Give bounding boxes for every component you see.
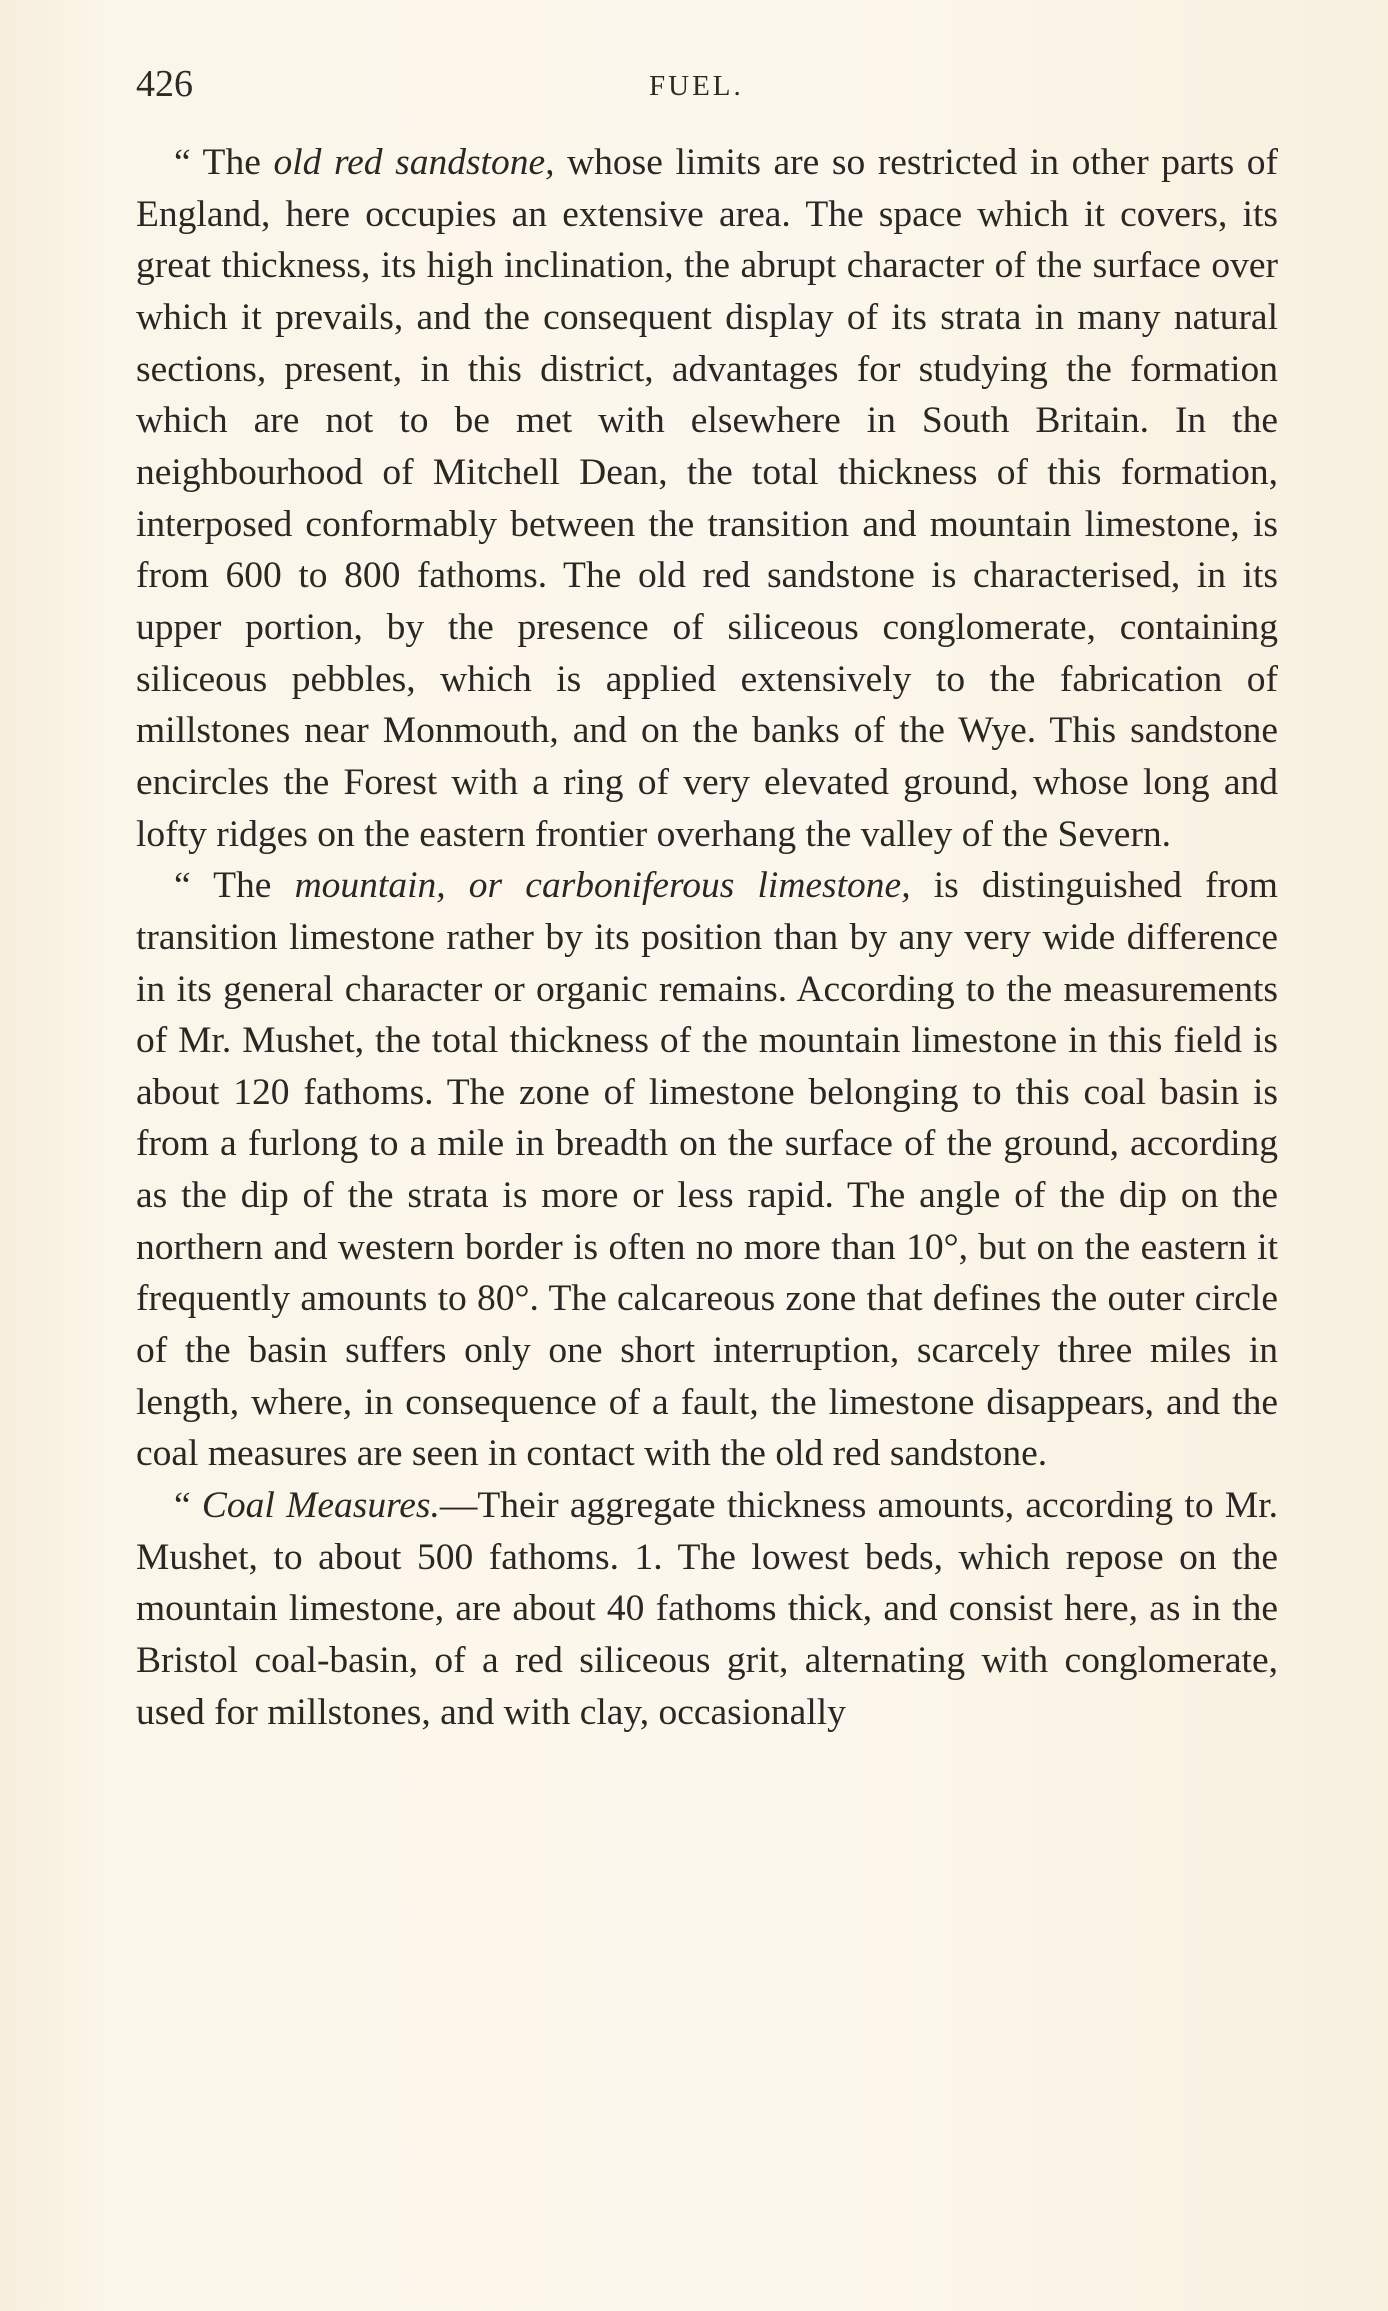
paragraph-text: —Their aggregate thickness amounts, according to Mr. Mushet, to about 500 fathoms. 1. The lowest beds, which repose on the mountain limestone, are about 40 fathoms thick, and consist here, as in the Bristol coal-basin, of a red siliceous grit, alternating with conglomerate, used for millstones, and with clay, occasionally (136, 1485, 1278, 1733)
open-quote: “ (174, 1485, 202, 1527)
body-text (136, 137, 1278, 1738)
italic-term: old red sandstone, (273, 142, 555, 183)
running-head (136, 62, 1278, 110)
open-quote: “ The (174, 865, 295, 907)
running-title: FUEL. (649, 70, 744, 102)
paragraph-text: whose limits are so restricted in other parts of England, here occupies an extensive area. The space which it covers, its great thickness, its high inclination, the abrupt character of the surface over which it prevails, and the consequent display of its strata in many natural sections, present, in this district, advantages for studying the formation which are not to be met with elsewhere in South Britain. In the neighbourhood of Mitchell Dean, the total thickness of this formation, interposed conformably between the transition and mountain limestone, is from 600 to 800 fathoms. The old red sandstone is characterised, in its upper portion, by the presence of siliceous conglomerate, containing siliceous pebbles, which is applied extensively to the fabrication of millstones near Monmouth, and on the banks of the Wye. This sandstone encircles the Forest with a ring of very elevated ground, whose long and lofty ridges on the eastern frontier overhang the valley of the Severn. (136, 142, 1278, 855)
paragraph-coal-measures (136, 1480, 1278, 1738)
paragraph-old-red-sandstone (136, 137, 1278, 860)
open-quote: “ The (174, 142, 274, 183)
page-number: 426 (136, 63, 193, 105)
italic-term: mountain, or carboniferous limestone, (294, 865, 911, 907)
italic-term: Coal Measures. (201, 1485, 440, 1527)
paragraph-text: is distinguished from transition limestone rather by its position than by any very wide difference in its general character or organic remains. According to the measurements of Mr. Mushet, the total thickness of the mountain limestone in this field is about 120 fathoms. The zone of limestone belonging to this coal basin is from a furlong to a mile in breadth on the surface of the ground, according as the dip of the strata is more or less rapid. The angle of the dip on the northern and western border is often no more than 10°, but on the eastern it frequently amounts to 80°. The calcareous zone that defines the outer circle of the basin suffers only one short interruption, scarcely three miles in length, where, in consequence of a fault, the limestone disappears, and the coal measures are seen in contact with the old red sandstone. (136, 865, 1278, 1475)
paragraph-mountain-limestone (136, 860, 1278, 1480)
